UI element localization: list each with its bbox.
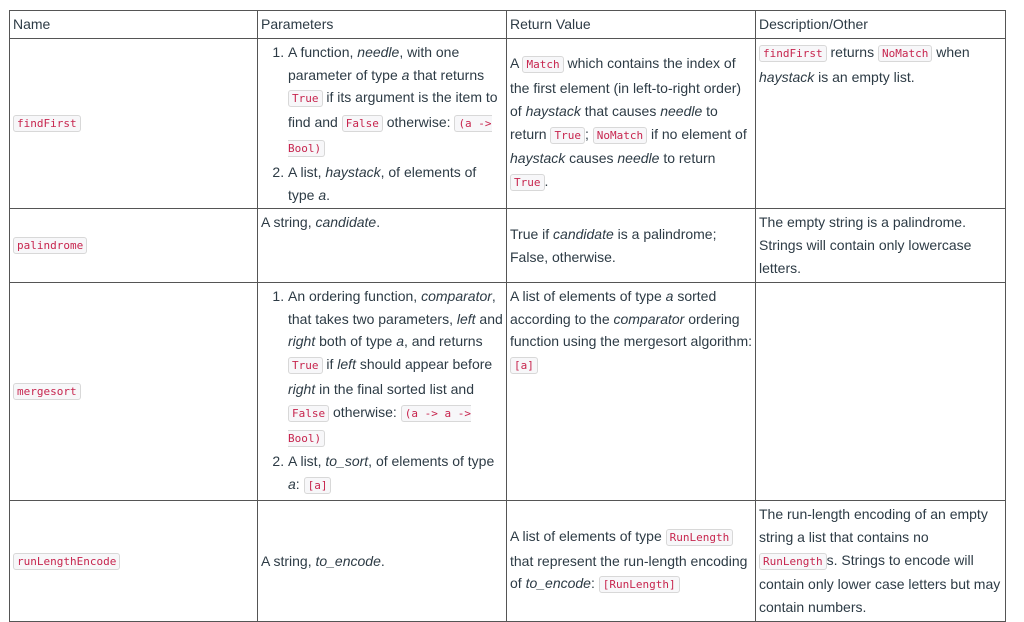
function-name: runLengthEncode [13, 553, 120, 570]
header-parameters: Parameters [258, 11, 507, 39]
return-cell [507, 38, 756, 209]
text-run: A string, [261, 214, 316, 231]
return-text [510, 288, 752, 372]
inline-code: NoMatch [593, 127, 647, 144]
italic-term: right [288, 333, 316, 350]
table-row [10, 209, 1006, 282]
function-name: mergesort [13, 383, 81, 400]
description-cell [756, 38, 1006, 209]
text-run: is a palindrome; False, otherwise. [510, 225, 717, 265]
text-run: A string, [261, 552, 316, 569]
italic-term: a [401, 66, 410, 83]
italic-term: needle [660, 102, 703, 119]
inline-code: (a -> a -> Bool) [288, 406, 471, 445]
italic-term: comparator [613, 310, 685, 327]
return-cell [507, 209, 756, 282]
text-run: . [380, 552, 385, 569]
inline-code: False [342, 115, 383, 132]
description-text [759, 506, 1000, 615]
text-run: otherwise: [382, 114, 455, 131]
inline-code: findFirst [759, 45, 827, 62]
text-run: , of elements of type [368, 453, 495, 470]
italic-term: a [318, 186, 327, 203]
italic-term: haystack [759, 68, 815, 85]
italic-term: a [288, 476, 296, 493]
name-cell [10, 209, 258, 282]
text-run: The empty string is a palindrome. Strings will contain only lowercase letters. [759, 214, 972, 276]
return-cell [507, 282, 756, 500]
description-cell [756, 500, 1006, 621]
italic-term: left [456, 310, 476, 327]
inline-code: [a] [510, 357, 538, 374]
italic-term: needle [357, 43, 400, 60]
header-name: Name [10, 11, 258, 39]
text-run: and [475, 310, 503, 327]
params-cell [258, 38, 507, 209]
name-cell [10, 282, 258, 500]
text-run: A function, [288, 43, 358, 60]
param-item [288, 41, 503, 161]
text-run: An ordering function, [288, 287, 422, 304]
description-cell [756, 282, 1006, 500]
inline-code: True [510, 174, 545, 191]
text-run: both of type [315, 333, 397, 350]
function-spec-table [9, 10, 1006, 622]
inline-code: [a] [304, 477, 332, 494]
text-run: A [510, 55, 523, 72]
params-cell [258, 500, 507, 621]
text-run: if its argument is the item to find and [288, 89, 498, 131]
function-name: palindrome [13, 237, 87, 254]
text-run: , and returns [403, 333, 483, 350]
text-run: : [590, 575, 599, 592]
params-list [261, 41, 503, 207]
text-run: , of elements of type [288, 163, 477, 203]
italic-term: to_encode [525, 575, 591, 592]
inline-code: True [288, 90, 323, 107]
text-run: The run-length encoding of an empty string a list that contains no [759, 505, 988, 545]
italic-term: haystack [510, 150, 566, 167]
name-cell [10, 500, 258, 621]
text-run: A list of elements of type [510, 287, 666, 304]
param-item [288, 285, 503, 451]
text-run: . [544, 173, 549, 190]
text-run: is an empty list. [814, 68, 915, 85]
italic-term: a [396, 333, 404, 350]
text-run: A list, [288, 453, 326, 470]
text-run: in the final sorted list and [315, 380, 474, 397]
text-run: ordering function using the mergesort algorithm: [510, 310, 753, 350]
italic-term: candidate [553, 225, 614, 242]
param-item [288, 450, 503, 498]
text-run: returns [826, 43, 878, 60]
table-row [10, 282, 1006, 500]
description-cell [756, 209, 1006, 282]
params-cell [258, 282, 507, 500]
text-run: to return [659, 150, 716, 167]
text-run: . [326, 186, 331, 203]
table-row [10, 38, 1006, 209]
italic-term: a [665, 287, 674, 304]
return-text [510, 226, 716, 265]
table-row [10, 500, 1006, 621]
text-run: if no element of [647, 125, 747, 142]
header-return-value: Return Value [507, 11, 756, 39]
header-description: Description/Other [756, 11, 1006, 39]
inline-code: True [288, 357, 323, 374]
inline-code: True [550, 127, 585, 144]
text-run: when [932, 43, 970, 60]
text-run: s. Strings to encode will contain only lower case letters but may contain numbers. [759, 551, 1001, 616]
italic-term: to_sort [325, 453, 369, 470]
italic-term: needle [617, 150, 660, 167]
text-run: ; [584, 125, 593, 142]
italic-term: haystack [325, 163, 381, 180]
inline-code: NoMatch [878, 45, 932, 62]
text-run: . [376, 214, 381, 231]
text-run: A list, [288, 163, 326, 180]
text-run: sorted according to the [510, 287, 717, 327]
text-run: causes [565, 150, 618, 167]
description-text [759, 44, 970, 85]
params-text [261, 214, 380, 230]
text-run: that returns [409, 66, 485, 83]
inline-code: Match [522, 56, 563, 73]
text-run: True if [510, 225, 554, 242]
text-run: , that takes two parameters, [288, 287, 496, 327]
text-run: otherwise: [329, 403, 401, 420]
params-list [261, 285, 503, 498]
return-text [510, 55, 747, 189]
text-run: to return [510, 102, 718, 142]
inline-code: False [288, 405, 329, 422]
inline-code: (a -> Bool) [288, 117, 492, 155]
italic-term: comparator [421, 287, 492, 304]
italic-term: right [288, 380, 316, 397]
params-text [261, 553, 385, 569]
param-item [288, 161, 503, 207]
inline-code: RunLength [759, 553, 827, 570]
text-run: that represent the run-length encoding of [510, 552, 748, 592]
text-run: , with one parameter of type [288, 43, 460, 83]
text-run: A list of elements of type [510, 527, 666, 544]
name-cell [10, 38, 258, 209]
function-name: findFirst [13, 115, 81, 132]
return-cell [507, 500, 756, 621]
italic-term: haystack [525, 102, 581, 119]
return-text [510, 528, 747, 592]
italic-term: left [337, 356, 356, 373]
params-cell [258, 209, 507, 282]
text-run: if [322, 356, 338, 373]
italic-term: candidate [315, 214, 377, 231]
italic-term: to_encode [315, 552, 381, 569]
text-run: that causes [580, 102, 661, 119]
header-row [10, 11, 1006, 39]
inline-code: RunLength [666, 529, 734, 546]
text-run: which contains the index of the first element (in left-to-right order) of [510, 55, 742, 119]
text-run: should appear before [355, 356, 493, 373]
description-text [759, 214, 971, 276]
inline-code: [RunLength] [599, 576, 680, 593]
text-run: : [295, 476, 304, 493]
